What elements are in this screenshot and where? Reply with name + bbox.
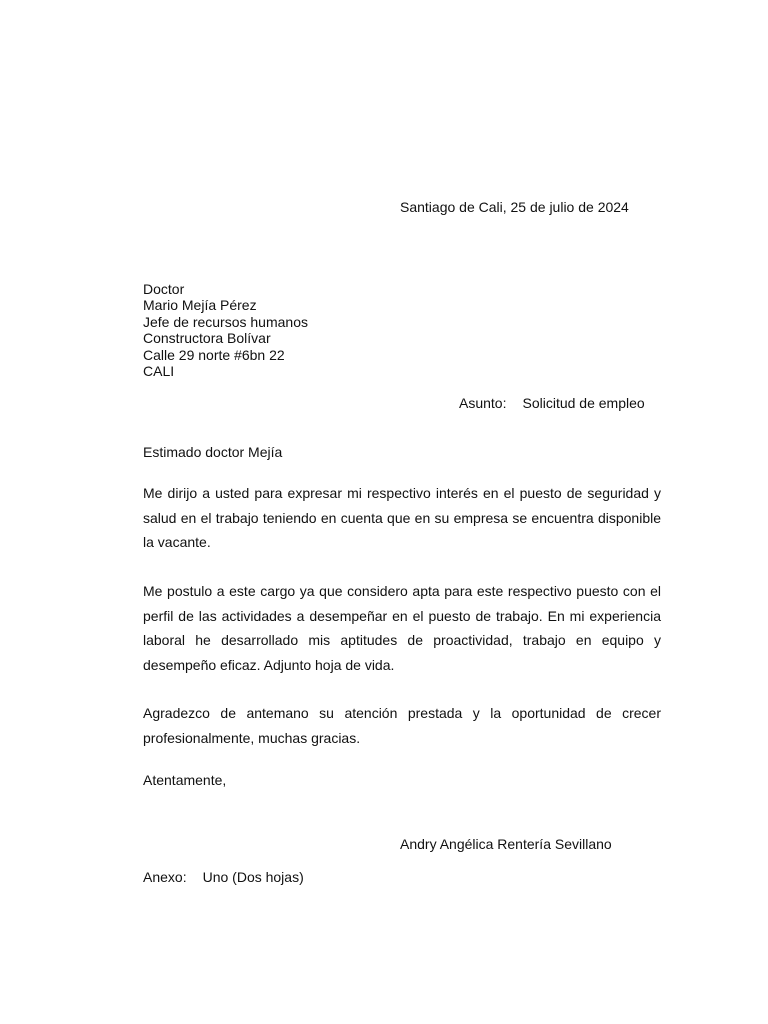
recipient-block	[143, 281, 308, 379]
body-paragraph-2: Me postulo a este cargo ya que considero apta para este respectivo puesto con el perfil de las actividades a desempeñar en el puesto de trabajo. En mi experiencia laboral he desarrollado mis aptitudes de proactividad, trabajo en equipo y desempeño eficaz. Adjunto hoja de vida.	[143, 583, 661, 673]
subject-value: Solicitud de empleo	[522, 395, 645, 411]
annex-value: Uno (Dos hojas)	[202, 869, 304, 885]
recipient-address: Calle 29 norte #6bn 22	[143, 346, 285, 363]
body-paragraph-1: Me dirijo a usted para expresar mi respectivo interés en el puesto de seguridad y salud en el trabajo teniendo en cuenta que en su empresa se encuentra disponible la vacante.	[143, 485, 661, 550]
annex-line	[143, 869, 304, 886]
recipient-company: Constructora Bolívar	[143, 330, 271, 347]
recipient-title: Doctor	[143, 281, 185, 297]
subject-label: Asunto:	[459, 395, 507, 411]
date-line: Santiago de Cali, 25 de julio de 2024	[400, 199, 629, 215]
annex-label: Anexo:	[143, 869, 187, 885]
recipient-name: Mario Mejía Pérez	[143, 297, 257, 314]
recipient-city: CALI	[143, 363, 175, 380]
closing: Atentamente,	[143, 772, 227, 788]
recipient-position: Jefe de recursos humanos	[143, 313, 308, 330]
subject-line	[459, 395, 645, 412]
salutation: Estimado doctor Mejía	[143, 444, 283, 460]
signature-name: Andry Angélica Rentería Sevillano	[400, 836, 612, 852]
body-paragraph-3: Agradezco de antemano su atención prestada y la oportunidad de crecer profesionalmente, muchas gracias.	[143, 705, 661, 746]
